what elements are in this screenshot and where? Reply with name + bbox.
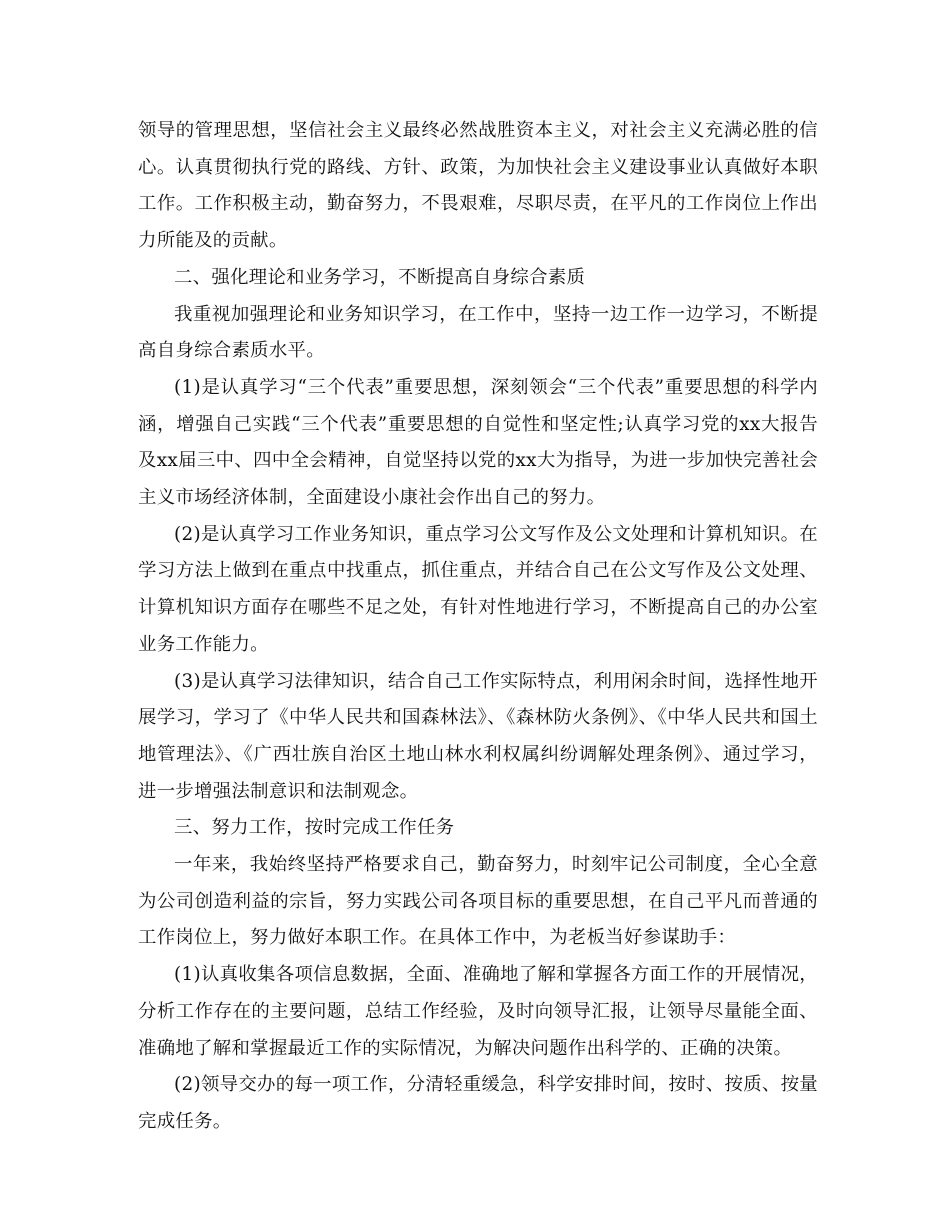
paragraph-work-item-2: (2)领导交办的每一项工作，分清轻重缓急，科学安排时间，按时、按质、按量完成任务。 bbox=[138, 1074, 818, 1132]
paragraph-study-item-3: (3)是认真学习法律知识，结合自己工作实际特点，利用闲余时间，选择性地开展学习，学习了《中华人民共和国森林法》、《森林防火条例》、《中华人民共和国土地管理法》、《广西壮族自治区土地山林水利权属纠纷调解处理条例》、通过学习，进一步增强法制意识和法制观念。 bbox=[138, 670, 818, 802]
paragraph-study-item-1: (1)是认真学习“三个代表”重要思想，深刻领会“三个代表”重要思想的科学内涵，增强自己实践“三个代表”重要思想的自觉性和坚定性;认真学习党的xx大报告及xx届三中、四中全会精神，自觉坚持以党的xx大为指导，为进一步加快完善社会主义市场经济体制，全面建设小康社会作出自己的努力。 bbox=[138, 376, 818, 509]
document-page bbox=[138, 113, 818, 1141]
section-heading-3: 三、努力工作，按时完成工作任务 bbox=[174, 817, 455, 839]
paragraph-continuation: 领导的管理思想，坚信社会主义最终必然战胜资本主义，对社会主义充满必胜的信心。认真贯彻执行党的路线、方针、政策，为加快社会主义建设事业认真做好本职工作。工作积极主动，勤奋努力，不畏艰难，尽职尽责，在平凡的工作岗位上作出力所能及的贡献。 bbox=[138, 120, 818, 252]
paragraph-study-item-2: (2)是认真学习工作业务知识，重点学习公文写作及公文处理和计算机知识。在学习方法上做到在重点中找重点，抓住重点，并结合自己在公文写作及公文处理、计算机知识方面存在哪些不足之处，有针对性地进行学习，不断提高自己的办公室业务工作能力。 bbox=[138, 523, 818, 655]
paragraph-study-intro: 我重视加强理论和业务知识学习，在工作中，坚持一边工作一边学习，不断提高自身综合素质水平。 bbox=[138, 303, 818, 362]
paragraph-work-item-1: (1)认真收集各项信息数据，全面、准确地了解和掌握各方面工作的开展情况，分析工作存在的主要问题，总结工作经验，及时向领导汇报，让领导尽量能全面、准确地了解和掌握最近工作的实际情况，为解决问题作出科学的、正确的决策。 bbox=[138, 964, 818, 1059]
section-heading-2: 二、强化理论和业务学习，不断提高自身综合素质 bbox=[174, 266, 586, 288]
paragraph-work-intro: 一年来，我始终坚持严格要求自己，勤奋努力，时刻牢记公司制度，全心全意为公司创造利益的宗旨，努力实践公司各项目标的重要思想，在自己平凡而普通的工作岗位上，努力做好本职工作。在具体工作中，为老板当好参谋助手： bbox=[138, 854, 818, 949]
